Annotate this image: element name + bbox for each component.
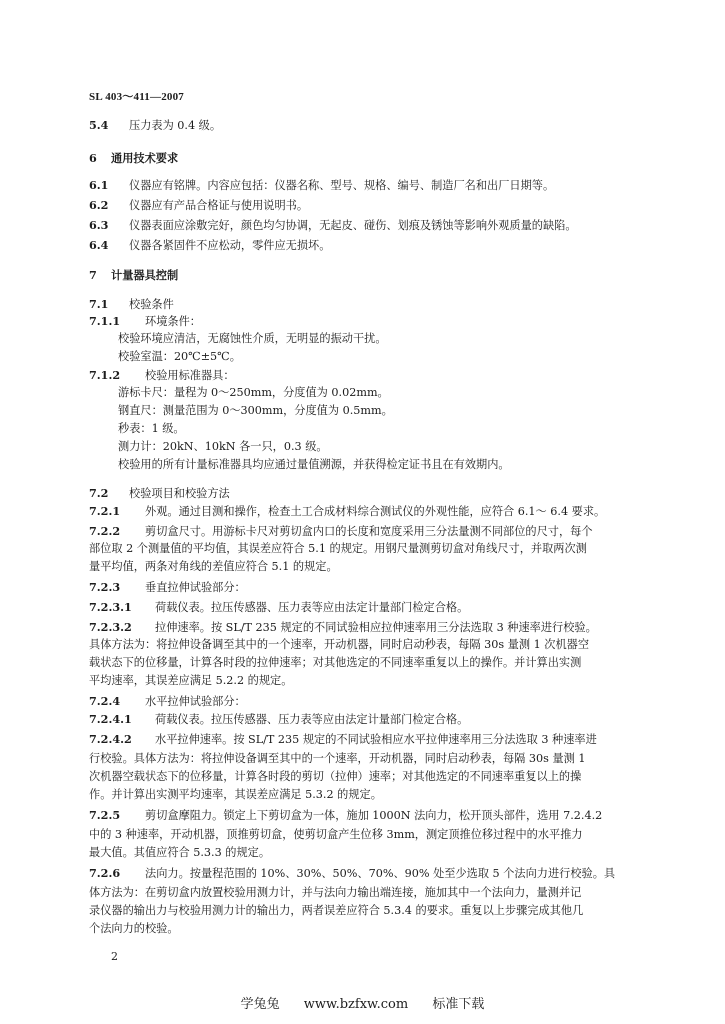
clause-number: 7.1.1 xyxy=(89,314,121,328)
clause-text: 荷载仪表。拉压传感器、压力表等应由法定计量部门检定合格。 xyxy=(155,601,469,614)
text-line xyxy=(89,486,230,501)
clause-number: 7.2.1 xyxy=(89,504,121,518)
text-line xyxy=(89,620,597,635)
footer-watermark xyxy=(0,993,725,1012)
text-line xyxy=(89,198,308,213)
clause-text: 环境条件： xyxy=(145,315,201,328)
clause-text: 校验项目和校验方法 xyxy=(129,487,230,500)
text-line xyxy=(89,886,581,900)
text-line xyxy=(89,118,221,133)
clause-text: 剪切盒尺寸。用游标卡尺对剪切盒内口的长度和宽度采用三分法量测不同部位的尺寸，每个 xyxy=(145,525,593,538)
text-line xyxy=(118,350,241,364)
clause-text: 秒表：1 级。 xyxy=(118,422,185,435)
clause-text: 中的 3 种速率，开动机器，顶推剪切盒，使剪切盒产生位移 3mm，测定顶推位移过程中的水平推力 xyxy=(89,828,583,841)
clause-number: 5.4 xyxy=(89,118,109,132)
clause-number: 7.2.4 xyxy=(89,694,121,708)
text-line xyxy=(118,332,387,346)
text-line xyxy=(89,732,597,747)
clause-text: 具体方法为：将拉伸设备调至其中的一个速率，开动机器，同时启动秒表，每隔 30s 量测 1 次机器空 xyxy=(89,638,590,651)
text-line xyxy=(89,542,587,556)
clause-text: 钢直尺：测量范围为 0～300mm，分度值为 0.5mm。 xyxy=(118,404,393,417)
clause-text: 水平拉伸速率。按 SL/T 235 规定的不同试验相应水平拉伸速率用三分法选取 3 种速率进 xyxy=(155,733,597,746)
clause-text: 仪器应有铭牌。内容应包括：仪器名称、型号、规格、编号、制造厂名和出厂日期等。 xyxy=(129,179,555,192)
text-line xyxy=(89,770,581,784)
standard-code-header: SL 403～411—2007 xyxy=(89,91,184,103)
clause-text: 个法向力的校验。 xyxy=(89,922,179,935)
clause-text: 最大值。其值应符合 5.3.3 的规定。 xyxy=(89,846,271,859)
text-line xyxy=(89,218,577,233)
clause-text: 校验用的所有计量标准器具均应通过量值溯源，并获得检定证书且在有效期内。 xyxy=(118,458,510,471)
clause-text: 作。并计算出实测平均速率，其误差应满足 5.3.2 的规定。 xyxy=(89,788,382,801)
clause-number: 6 xyxy=(89,151,97,165)
clause-text: 通用技术要求 xyxy=(111,151,179,165)
clause-text: 荷载仪表。拉压传感器、压力表等应由法定计量部门检定合格。 xyxy=(155,713,469,726)
text-line xyxy=(89,504,605,519)
clause-text: 仪器各紧固件不应松动，零件应无损坏。 xyxy=(129,239,331,252)
text-line xyxy=(118,458,510,472)
clause-number: 7.2.3.2 xyxy=(89,620,132,634)
clause-text: 测力计：20kN、10kN 各一只，0.3 级。 xyxy=(118,440,328,453)
clause-number: 7.2.3 xyxy=(89,580,121,594)
text-line xyxy=(89,788,382,802)
text-line xyxy=(89,808,602,823)
clause-text: 游标卡尺：量程为 0～250mm，分度值为 0.02mm。 xyxy=(118,386,389,399)
text-line xyxy=(118,386,389,400)
text-line xyxy=(118,422,185,436)
clause-number: 7.1 xyxy=(89,297,109,311)
clause-number: 6.2 xyxy=(89,198,109,212)
text-line xyxy=(89,922,179,936)
clause-number: 7.2.4.1 xyxy=(89,712,132,726)
text-line xyxy=(89,904,583,918)
clause-number: 7.2.4.2 xyxy=(89,732,132,746)
clause-text: 校验条件 xyxy=(129,298,174,311)
clause-text: 仪器表面应涂敷完好，颜色均匀协调，无起皮、碰伤、划痕及锈蚀等影响外观质量的缺陷。 xyxy=(129,219,577,232)
text-line xyxy=(89,828,583,842)
clause-text: 垂直拉伸试验部分： xyxy=(145,581,246,594)
text-line xyxy=(118,404,393,418)
clause-text: 校验用标准器具： xyxy=(145,369,235,382)
text-line xyxy=(89,674,292,688)
clause-number: 6.4 xyxy=(89,238,109,252)
text-line xyxy=(89,560,338,574)
clause-text: 拉伸速率。按 SL/T 235 规定的不同试验相应拉伸速率用三分法选取 3 种速率进行校验。 xyxy=(155,621,597,634)
clause-text: 剪切盒摩阻力。锁定上下剪切盒为一体，施加 1000N 法向力，松开顶头部件，选用 7.2.4.2 xyxy=(145,809,603,822)
clause-number: 7.2 xyxy=(89,486,109,500)
text-line xyxy=(118,440,328,454)
text-line xyxy=(89,580,246,595)
clause-text: 行校验。具体方法为：将拉伸设备调至其中的一个速率，开动机器，同时启动秒表，每隔 30s 量测 1 xyxy=(89,752,586,765)
text-line xyxy=(89,600,468,615)
clause-text: 压力表为 0.4 级。 xyxy=(129,119,222,132)
clause-number: 6.1 xyxy=(89,178,109,192)
clause-text: 法向力。按量程范围的 10%、30%、50%、70%、90% 处至少选取 5 个法向力进行校验。具 xyxy=(145,867,616,880)
clause-text: 部位取 2 个测量值的平均值，其误差应符合 5.1 的规定。用钢尺量测剪切盒对角线尺寸，并取两次测 xyxy=(89,542,587,555)
clause-text: 计量器具控制 xyxy=(111,268,179,282)
text-line xyxy=(89,368,235,383)
section-heading xyxy=(89,151,178,165)
clause-text: 载状态下的位移量，计算各时段的拉伸速率；对其他选定的不同速率重复以上的操作。并计算出实测 xyxy=(89,656,582,669)
text-line xyxy=(89,752,585,766)
clause-text: 次机器空载状态下的位移量，计算各时段的剪切（拉伸）速率；对其他选定的不同速率重复以上的操 xyxy=(89,770,582,783)
text-line xyxy=(89,656,581,670)
text-line xyxy=(89,524,593,539)
footer-url[interactable]: www.bzfxw.com xyxy=(303,997,409,1012)
text-line xyxy=(89,297,174,312)
text-line xyxy=(89,314,201,329)
clause-text: 平均速率，其误差应满足 5.2.2 的规定。 xyxy=(89,674,293,687)
clause-text: 校验室温：20℃±5℃。 xyxy=(118,350,241,363)
page-number: 2 xyxy=(111,950,118,963)
clause-text: 水平拉伸试验部分： xyxy=(145,695,246,708)
clause-text: 量平均值，两条对角线的差值应符合 5.1 的规定。 xyxy=(89,560,338,573)
text-line xyxy=(89,712,468,727)
text-line xyxy=(89,238,330,253)
clause-number: 7.2.6 xyxy=(89,866,121,880)
clause-number: 7.2.3.1 xyxy=(89,600,132,614)
clause-number: 7.2.5 xyxy=(89,808,121,822)
section-heading xyxy=(89,268,178,282)
text-line xyxy=(89,638,589,652)
text-line xyxy=(89,846,270,860)
clause-text: 仪器应有产品合格证与使用说明书。 xyxy=(129,199,309,212)
clause-text: 外观。通过目测和操作，检查土工合成材料综合测试仪的外观性能，应符合 6.1～ 6.4 要求。 xyxy=(145,505,606,518)
clause-text: 校验环境应清洁，无腐蚀性介质，无明显的振动干扰。 xyxy=(118,332,387,345)
clause-text: 录仪器的输出力与校验用测力计的输出力，两者误差应符合 5.3.4 的要求。重复以上步骤完成其他几 xyxy=(89,904,584,917)
clause-number: 7.1.2 xyxy=(89,368,121,382)
clause-text: 体方法为：在剪切盒内放置校验用测力计，并与法向力输出端连接，施加其中一个法向力，量测并记 xyxy=(89,886,582,899)
text-line xyxy=(89,178,554,193)
clause-number: 7.2.2 xyxy=(89,524,121,538)
clause-number: 7 xyxy=(89,268,97,282)
text-line xyxy=(89,866,615,881)
footer-site-name: 学兔兔 xyxy=(240,997,280,1012)
clause-number: 6.3 xyxy=(89,218,109,232)
footer-tagline: 标准下载 xyxy=(432,997,485,1012)
text-line xyxy=(89,694,246,709)
